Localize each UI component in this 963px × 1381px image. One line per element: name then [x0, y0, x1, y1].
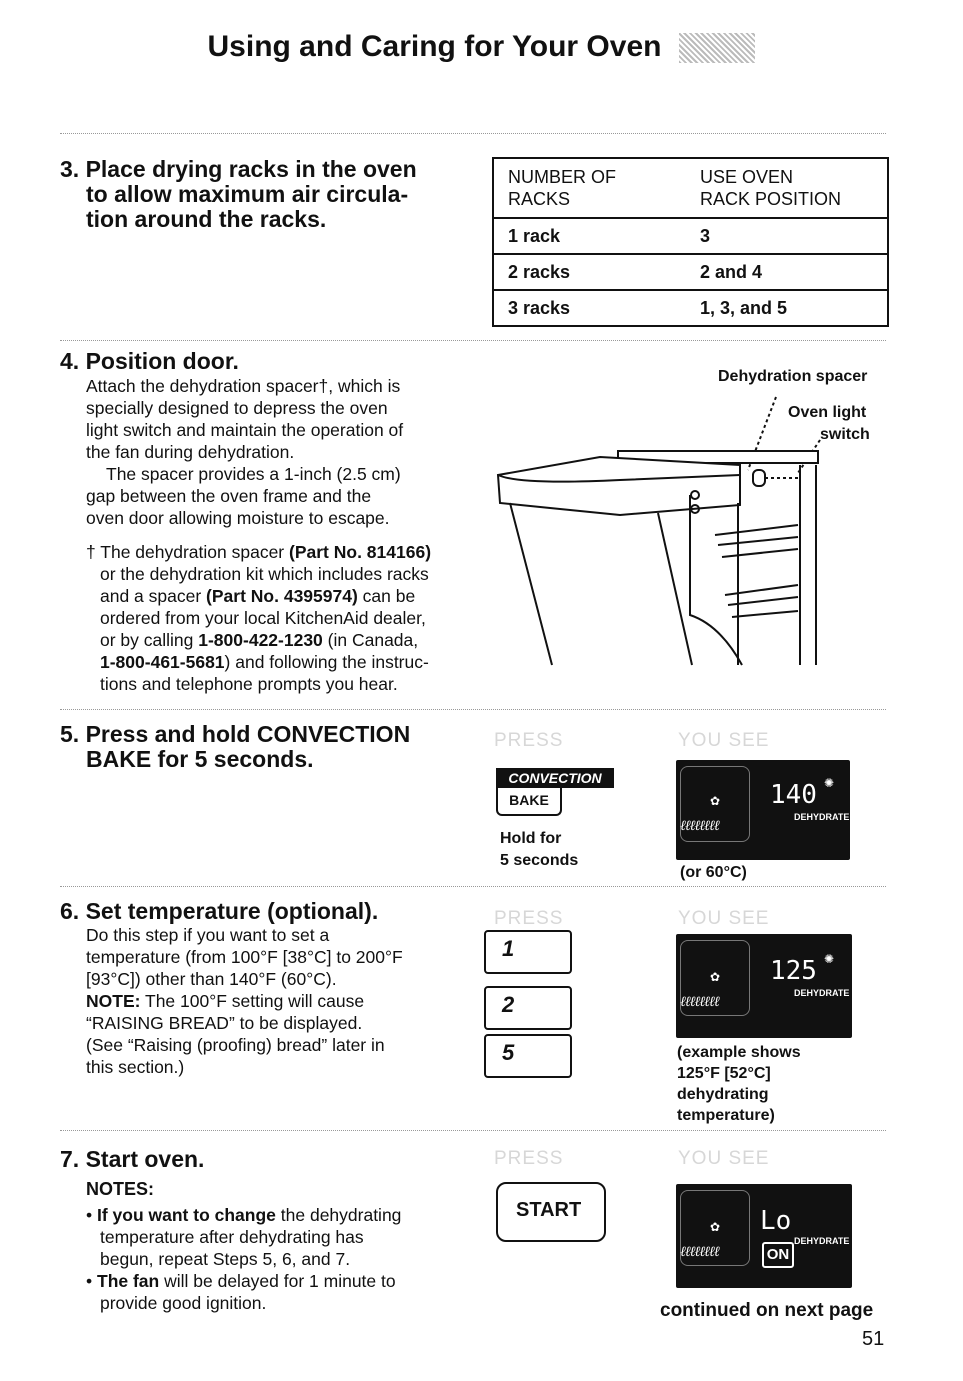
step4-body: [86, 375, 486, 529]
notes-label: NOTES:: [86, 1179, 155, 1199]
text-line: 125°F [52°C]: [677, 1065, 771, 1082]
key-label: 1: [502, 936, 515, 961]
key-5[interactable]: [484, 1034, 572, 1078]
text-line: Attach the dehydration spacer†, which is: [86, 376, 401, 396]
oven-display: [676, 934, 852, 1038]
on-indicator: ON: [762, 1242, 794, 1268]
fan-icon: ✿: [710, 794, 721, 808]
display-temperature: 125: [770, 956, 817, 986]
phone-number: 1-800-422-1230: [198, 630, 323, 650]
fan-icon: ✿: [710, 1220, 721, 1234]
bake-label: BAKE: [496, 788, 562, 816]
text-line: light switch and maintain the operation of: [86, 420, 404, 440]
label-switch-1: Oven light: [788, 404, 867, 421]
part-number: (Part No. 814166): [289, 542, 432, 562]
step5-line1: 5. Press and hold CONVECTION: [60, 721, 411, 747]
text-line: or the dehydration kit which includes racks: [100, 564, 429, 584]
hold-text: [500, 828, 578, 872]
heat-coil-icon: ℓℓℓℓℓℓℓℓ: [680, 994, 719, 1010]
step5-heading: [60, 722, 410, 772]
text-line: gap between the oven frame and the: [86, 486, 372, 506]
decorative-hatch: [679, 33, 755, 63]
footnote: [86, 541, 496, 695]
text: or by calling: [100, 630, 199, 650]
cell-racks: 1 rack: [508, 225, 561, 246]
text: and a spacer: [100, 586, 207, 606]
cell-racks: 2 racks: [508, 261, 571, 282]
text: can be: [357, 586, 416, 606]
text-line: begun, repeat Steps 5, 6, and 7.: [100, 1249, 351, 1269]
you-see-label: YOU SEE: [678, 730, 770, 751]
cell-pos: 2 and 4: [700, 261, 763, 282]
text: the dehydrating: [275, 1205, 402, 1225]
page-number: 51: [862, 1328, 885, 1350]
cell-racks: 3 racks: [508, 297, 571, 318]
sun-icon: ✺: [824, 776, 835, 790]
text: † The dehydration spacer: [86, 542, 290, 562]
convection-bake-key[interactable]: [496, 764, 614, 818]
step3-line2: to allow maximum air circula-: [86, 181, 409, 207]
continued-note: continued on next page: [660, 1300, 874, 1321]
divider: [60, 133, 886, 134]
press-label: PRESS: [494, 1148, 564, 1169]
col-header-racks: NUMBER OF: [508, 167, 616, 187]
example-note: [677, 1042, 801, 1126]
display-note: (or 60°C): [680, 864, 747, 881]
col-header-racks-2: RACKS: [508, 189, 571, 209]
table-row: [494, 289, 887, 325]
text: will be delayed for 1 minute to: [159, 1271, 396, 1291]
text-line: Do this step if you want to set a: [86, 925, 330, 945]
display-text: Lo: [760, 1206, 792, 1236]
step5-line2: BAKE for 5 seconds.: [86, 746, 314, 772]
display-temperature: 140: [770, 780, 817, 810]
start-label: START: [516, 1199, 582, 1221]
table-header: [494, 159, 887, 217]
page-title: [0, 30, 963, 64]
you-see-label: YOU SEE: [678, 908, 770, 929]
dehydrate-label: DEHYDRATE: [794, 1236, 850, 1246]
part-number: (Part No. 4395974): [206, 586, 358, 606]
page-title-text: Using and Caring for Your Oven: [207, 30, 662, 63]
bold-text: The fan: [97, 1271, 160, 1291]
oven-display: [676, 1184, 852, 1288]
table-row: [494, 217, 887, 253]
step7-heading: 7. Start oven.: [60, 1146, 205, 1172]
key-2[interactable]: [484, 986, 572, 1030]
fan-icon: ✿: [710, 970, 721, 984]
cell-pos: 3: [700, 225, 711, 246]
table-row: [494, 253, 887, 289]
divider: [60, 709, 886, 710]
press-label: PRESS: [494, 908, 564, 929]
heat-coil-icon: ℓℓℓℓℓℓℓℓ: [680, 1244, 719, 1260]
text-line: temperature): [677, 1107, 775, 1124]
key-label: 2: [502, 992, 515, 1017]
dehydrate-label: DEHYDRATE: [794, 812, 850, 822]
divider: [60, 1130, 886, 1131]
text-line: ordered from your local KitchenAid dealer,: [100, 608, 426, 628]
rack-table: [492, 157, 889, 327]
step7-body: NOTES: • If you want to change the dehydrating temperature after dehydrating has begun, repeat Steps 5, 6, and 7. • The fan will be delayed for 1 minute to provide good ignition.: [86, 1178, 476, 1314]
step3-line3: tion around the racks.: [86, 206, 327, 232]
key-label: 5: [502, 1040, 515, 1065]
divider: [60, 340, 886, 341]
step4-heading: 4. Position door.: [60, 348, 239, 374]
cell-pos: 1, 3, and 5: [700, 297, 788, 318]
text: ) and following the instruc-: [224, 652, 429, 672]
you-see-label: YOU SEE: [678, 1148, 770, 1169]
sun-icon: ✺: [824, 952, 835, 966]
text-line: provide good ignition.: [100, 1293, 267, 1313]
text-line: Hold for: [500, 830, 562, 847]
text-line: The spacer provides a 1-inch (2.5 cm): [106, 464, 401, 484]
step3-line1: 3. Place drying racks in the oven: [60, 156, 417, 182]
text-line: temperature (from 100°F [38°C] to 200°F: [86, 947, 403, 967]
text-line: the fan during dehydration.: [86, 442, 295, 462]
start-button[interactable]: [496, 1182, 606, 1242]
text-line: specially designed to depress the oven: [86, 398, 388, 418]
col-header-position-2: RACK POSITION: [700, 189, 842, 209]
text: (in Canada,: [322, 630, 419, 650]
oven-door-illustration: [480, 385, 830, 675]
text-line: temperature after dehydrating has: [100, 1227, 364, 1247]
divider: [60, 886, 886, 887]
text: The 100°F setting will cause: [140, 991, 365, 1011]
text-line: oven door allowing moisture to escape.: [86, 508, 390, 528]
note-label: NOTE:: [86, 991, 141, 1011]
text-line: tions and telephone prompts you hear.: [100, 674, 398, 694]
step6-body: [86, 924, 476, 1078]
text-line: 5 seconds: [500, 852, 579, 869]
oven-display: [676, 760, 850, 860]
text-line: [93°C]) other than 140°F (60°C).: [86, 969, 337, 989]
dehydrate-label: DEHYDRATE: [794, 988, 850, 998]
press-label: PRESS: [494, 730, 564, 751]
label-switch-2: switch: [820, 426, 870, 443]
text-line: “RAISING BREAD” to be displayed.: [86, 1013, 363, 1033]
label-spacer: Dehydration spacer: [718, 368, 868, 385]
col-header-position: USE OVEN: [700, 167, 794, 187]
text-line: dehydrating: [677, 1086, 769, 1103]
step3-heading: [60, 157, 417, 232]
heat-coil-icon: ℓℓℓℓℓℓℓℓ: [680, 818, 719, 834]
text-line: (See “Raising (proofing) bread” later in: [86, 1035, 385, 1055]
convection-label: CONVECTION: [496, 768, 614, 788]
phone-number: 1-800-461-5681: [100, 652, 225, 672]
text-line: (example shows: [677, 1044, 801, 1061]
text-line: this section.): [86, 1057, 185, 1077]
bold-text: If you want to change: [97, 1205, 276, 1225]
key-1[interactable]: [484, 930, 572, 974]
step6-heading: 6. Set temperature (optional).: [60, 898, 379, 924]
